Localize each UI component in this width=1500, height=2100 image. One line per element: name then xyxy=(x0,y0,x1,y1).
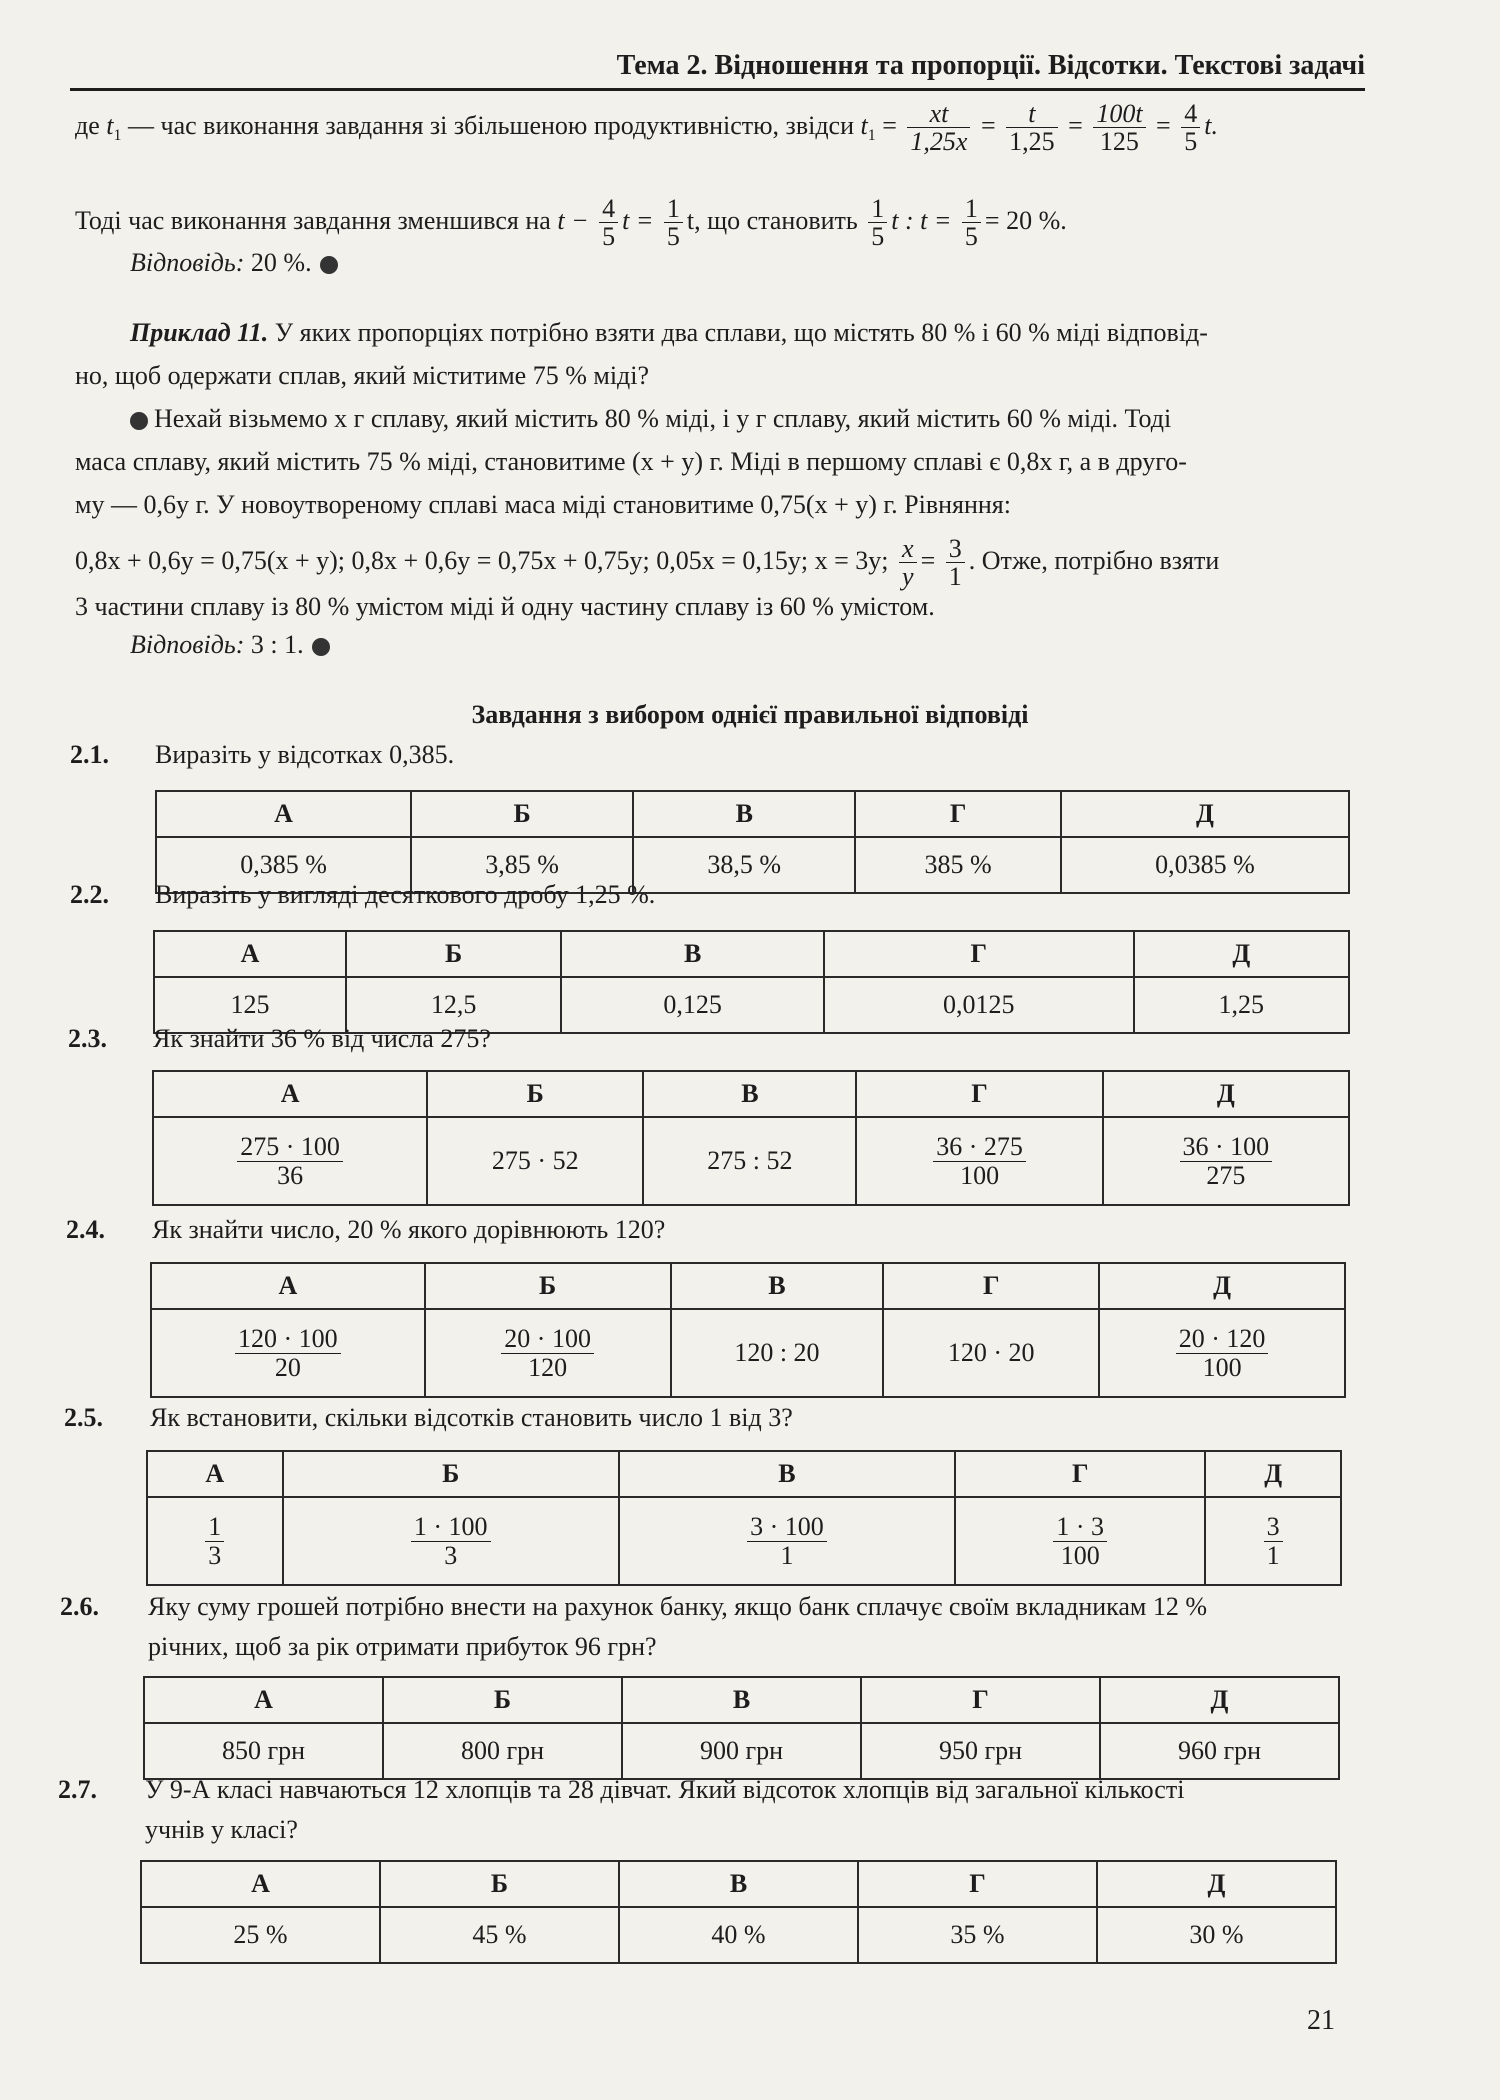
option-letter: Б xyxy=(383,1677,622,1723)
option-value[interactable]: 850 грн xyxy=(144,1723,383,1779)
answer-10: Відповідь: 20 %. xyxy=(130,246,338,280)
example-11-line-4: маса сплаву, який містить 75 % міді, становитиме (x + y) г. Міді в першому сплаві є 0,8x г, а в друго- xyxy=(75,447,1187,476)
option-value[interactable]: 275 · 52 xyxy=(427,1117,643,1205)
option-letter: А xyxy=(156,791,411,837)
option-letter: А xyxy=(153,1071,427,1117)
task-question-line-2: річних, щоб за рік отримати прибуток 96 грн? xyxy=(148,1632,657,1661)
option-letter: Д xyxy=(1103,1071,1349,1117)
option-letter: В xyxy=(633,791,855,837)
option-letter: А xyxy=(144,1677,383,1723)
fraction: $\frac{xt}{1,25x}$ xyxy=(907,100,970,156)
option-letter: Г xyxy=(858,1861,1097,1907)
fraction: $\frac{x}{y}$ xyxy=(899,535,917,591)
option-letter: А xyxy=(141,1861,380,1907)
option-value[interactable]: 40 % xyxy=(619,1907,858,1963)
option-value[interactable]: 120 · 20 xyxy=(883,1309,1099,1397)
option-value[interactable]: $\frac{20 \cdot 100}{120}$ xyxy=(425,1309,671,1397)
option-value[interactable]: 30 % xyxy=(1097,1907,1336,1963)
task-question-line-1: Яку суму грошей потрібно внести на рахунок банку, якщо банк сплачує своїм вкладникам 12 % xyxy=(148,1592,1208,1621)
option-value[interactable]: 125 xyxy=(154,977,346,1033)
option-value[interactable]: 950 грн xyxy=(861,1723,1100,1779)
task-question: Виразіть у вигляді десяткового дробу 1,25 %. xyxy=(155,880,656,909)
solution-line-1: де $t_1$ — час виконання завдання зі збільшеною продуктивністю, звідси $t_1$ = $\frac{xt}{1,25x}$ = $\frac{t}{1,25}$ = $\frac{100t}{125}$ = $\frac{4}{5}$ t. xyxy=(75,99,1218,157)
option-letter: Г xyxy=(824,931,1134,977)
option-letter: Б xyxy=(346,931,561,977)
task-question: Виразіть у відсотках 0,385. xyxy=(155,740,455,769)
option-value[interactable]: 385 % xyxy=(855,837,1061,893)
task-question: Як встановити, скільки відсотків становить число 1 від 3? xyxy=(150,1403,793,1432)
option-value[interactable]: $\frac{20 \cdot 120}{100}$ xyxy=(1099,1309,1345,1397)
option-value[interactable]: 1,25 xyxy=(1134,977,1349,1033)
task-number: 2.1. xyxy=(70,740,109,769)
option-letter: Г xyxy=(883,1263,1099,1309)
option-letter: В xyxy=(643,1071,856,1117)
option-value[interactable]: $\frac{36 \cdot 275}{100}$ xyxy=(856,1117,1102,1205)
option-letter: А xyxy=(151,1263,425,1309)
end-of-solution-icon xyxy=(312,638,330,656)
task-number: 2.6. xyxy=(60,1592,99,1621)
option-letter: Г xyxy=(856,1071,1102,1117)
fraction: $\frac{4}{5}$ xyxy=(1181,100,1200,156)
option-letter: Д xyxy=(1205,1451,1341,1497)
option-value[interactable]: $\frac{36 \cdot 100}{275}$ xyxy=(1103,1117,1349,1205)
answer-options-table xyxy=(150,1262,1346,1398)
fraction: $\frac{100t}{125}$ xyxy=(1093,100,1145,156)
option-value[interactable]: 38,5 % xyxy=(633,837,855,893)
option-value[interactable]: $\frac{1 \cdot 100}{3}$ xyxy=(283,1497,619,1585)
option-letter: Б xyxy=(411,791,633,837)
option-letter: В xyxy=(619,1451,955,1497)
option-letter: Б xyxy=(427,1071,643,1117)
fraction: $\frac{3}{1}$ xyxy=(946,535,965,591)
task-number: 2.4. xyxy=(66,1215,105,1244)
option-value[interactable]: $\frac{120 \cdot 100}{20}$ xyxy=(151,1309,425,1397)
option-letter: Г xyxy=(955,1451,1205,1497)
fraction: $\frac{1}{5}$ xyxy=(868,195,887,251)
option-letter: Д xyxy=(1061,791,1349,837)
fraction: $\frac{1}{5}$ xyxy=(664,195,683,251)
option-letter: А xyxy=(154,931,346,977)
task-question: Як знайти число, 20 % якого дорівнюють 120? xyxy=(152,1215,666,1244)
header-rule xyxy=(70,88,1365,91)
option-value[interactable]: 800 грн xyxy=(383,1723,622,1779)
task-number: 2.3. xyxy=(68,1024,107,1053)
option-value[interactable]: 900 грн xyxy=(622,1723,861,1779)
option-value[interactable]: $\frac{1 \cdot 3}{100}$ xyxy=(955,1497,1205,1585)
task-question: Як знайти 36 % від числа 275? xyxy=(153,1024,491,1053)
option-value[interactable]: $\frac{3 \cdot 100}{1}$ xyxy=(619,1497,955,1585)
option-value[interactable]: 0,125 xyxy=(561,977,824,1033)
answer-options-table xyxy=(143,1676,1340,1780)
option-letter: Г xyxy=(861,1677,1100,1723)
option-value[interactable]: 0,0125 xyxy=(824,977,1134,1033)
answer-options-table xyxy=(146,1450,1342,1586)
example-11-line-7: 3 частини сплаву із 80 % умістом міді й одну частину сплаву із 60 % умістом. xyxy=(75,592,935,621)
solution-line-2: Тоді час виконання завдання зменшився на t − $\frac{4}{5}$ t = $\frac{1}{5}$ t, що становить $\frac{1}{5}$ t : t = $\frac{1}{5}$ = 20 %. xyxy=(75,194,1067,252)
option-letter: Д xyxy=(1100,1677,1339,1723)
task-number: 2.5. xyxy=(64,1403,103,1432)
end-of-solution-icon xyxy=(320,256,338,274)
option-letter: Б xyxy=(283,1451,619,1497)
fraction: $\frac{4}{5}$ xyxy=(599,195,618,251)
option-value[interactable]: $\frac{275 \cdot 100}{36}$ xyxy=(153,1117,427,1205)
option-letter: Б xyxy=(380,1861,619,1907)
answer-options-table xyxy=(153,930,1350,1034)
option-value[interactable]: $\frac{3}{1}$ xyxy=(1205,1497,1341,1585)
option-letter: Г xyxy=(855,791,1061,837)
task-question-line-1: У 9-А класі навчаються 12 хлопців та 28 дівчат. Який відсоток хлопців від загальної кількості xyxy=(145,1775,1185,1804)
option-letter: Д xyxy=(1099,1263,1345,1309)
task-number: 2.7. xyxy=(58,1775,97,1804)
section-title: Завдання з вибором однієї правильної відповіді xyxy=(471,700,1029,729)
option-value[interactable]: 0,0385 % xyxy=(1061,837,1349,893)
option-letter: Д xyxy=(1097,1861,1336,1907)
option-value[interactable]: $\frac{1}{3}$ xyxy=(147,1497,283,1585)
answer-11: Відповідь: 3 : 1. xyxy=(130,628,330,662)
example-11-line-1: Приклад 11. У яких пропорціях потрібно взяти два сплави, що містять 80 % і 60 % міді відповід- xyxy=(130,318,1208,347)
option-value[interactable]: 275 : 52 xyxy=(643,1117,856,1205)
task-number: 2.2. xyxy=(70,880,109,909)
option-letter: А xyxy=(147,1451,283,1497)
fraction: $\frac{t}{1,25}$ xyxy=(1006,100,1058,156)
answer-options-table xyxy=(140,1860,1337,1964)
page-number: 21 xyxy=(1307,2005,1335,2036)
example-11-line-5: му — 0,6y г. У новоутвореному сплаві маса міді становитиме 0,75(x + y) г. Рівняння: xyxy=(75,490,1011,519)
option-value[interactable]: 12,5 xyxy=(346,977,561,1033)
option-letter: Д xyxy=(1134,931,1349,977)
option-letter: В xyxy=(619,1861,858,1907)
option-value[interactable]: 35 % xyxy=(858,1907,1097,1963)
option-value[interactable]: 3,85 % xyxy=(411,837,633,893)
option-letter: В xyxy=(561,931,824,977)
option-value[interactable]: 25 % xyxy=(141,1907,380,1963)
option-value[interactable]: 960 грн xyxy=(1100,1723,1339,1779)
option-value[interactable]: 120 : 20 xyxy=(671,1309,884,1397)
option-value[interactable]: 45 % xyxy=(380,1907,619,1963)
example-11-line-2: но, щоб одержати сплав, який міститиме 75 % міді? xyxy=(75,361,650,390)
fraction: $\frac{1}{5}$ xyxy=(962,195,981,251)
option-letter: В xyxy=(622,1677,861,1723)
answer-options-table xyxy=(152,1070,1350,1206)
start-of-solution-icon xyxy=(130,412,148,430)
option-letter: В xyxy=(671,1263,884,1309)
option-value[interactable]: 0,385 % xyxy=(156,837,411,893)
page-header-title: Тема 2. Відношення та пропорції. Відсотки. Текстові задачі xyxy=(616,50,1365,81)
option-letter: Б xyxy=(425,1263,671,1309)
task-question-line-2: учнів у класі? xyxy=(145,1815,298,1844)
example-11-line-3: Нехай візьмемо x г сплаву, який містить 80 % міді, і y г сплаву, який містить 60 % міді. Тоді xyxy=(130,402,1171,436)
example-11-line-6: 0,8x + 0,6y = 0,75(x + y); 0,8x + 0,6y = 0,75x + 0,75y; 0,05x = 0,15y; x = 3y; $\frac{x}{y}$ = $\frac{3}{1}$ . Отже, потрібно взяти xyxy=(75,534,1220,592)
